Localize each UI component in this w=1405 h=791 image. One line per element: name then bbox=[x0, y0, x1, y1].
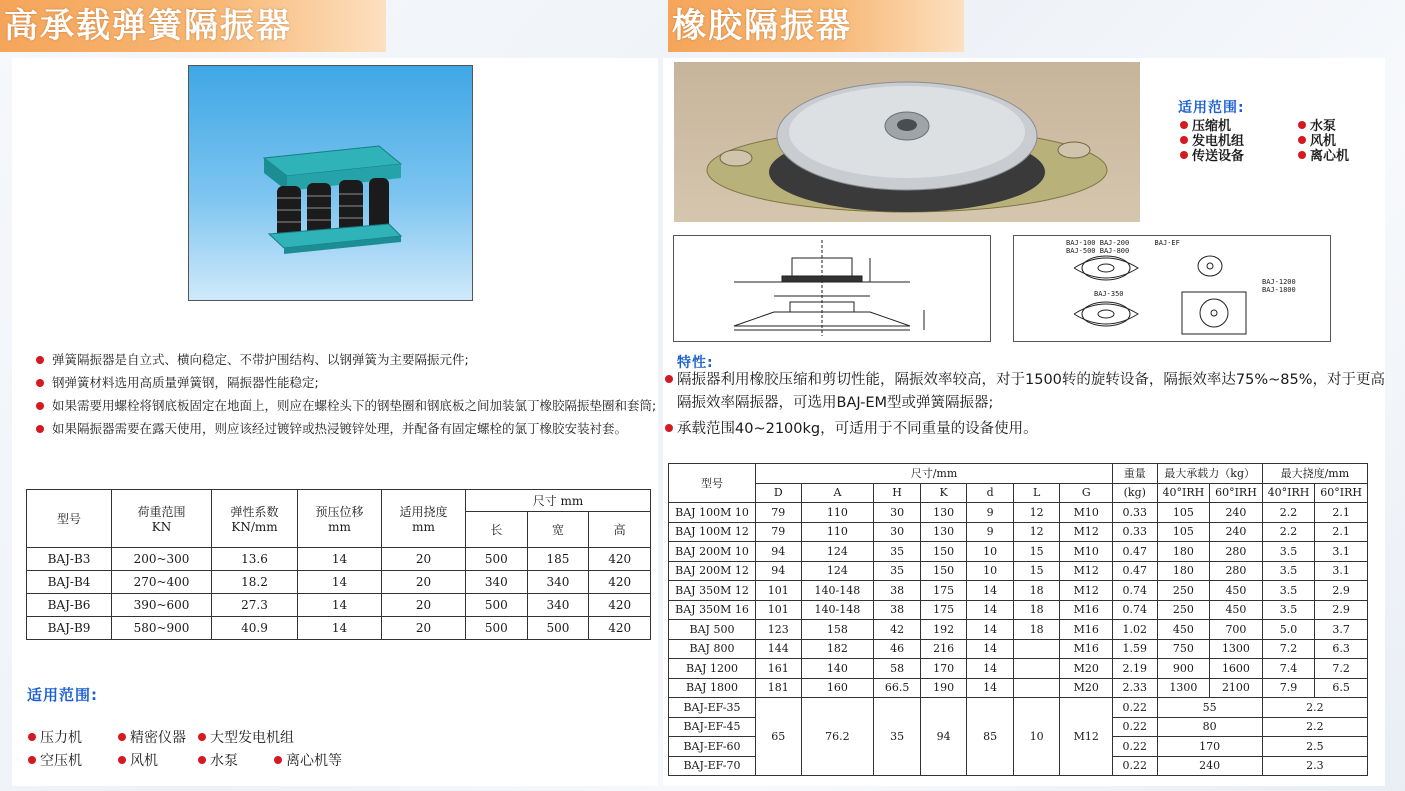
table-cell: 1300 bbox=[1210, 639, 1263, 659]
table-cell bbox=[1013, 639, 1060, 659]
table-cell: 20 bbox=[382, 594, 466, 617]
table-cell: 240 bbox=[1157, 756, 1262, 776]
col-width: 宽 bbox=[527, 512, 589, 548]
table-cell: 216 bbox=[920, 639, 967, 659]
table-cell: 7.4 bbox=[1262, 659, 1315, 679]
table-cell: 15 bbox=[1013, 561, 1060, 581]
table-cell: 2.2 bbox=[1262, 698, 1367, 718]
table-cell: M20 bbox=[1060, 678, 1113, 698]
table-cell: 20 bbox=[382, 548, 466, 571]
table-row bbox=[669, 561, 1368, 581]
table-cell: 340 bbox=[466, 571, 528, 594]
table-cell: 94 bbox=[755, 561, 801, 581]
table-cell: 175 bbox=[920, 581, 967, 601]
table-cell: 420 bbox=[589, 617, 651, 640]
table-cell: 6.5 bbox=[1315, 678, 1368, 698]
table-cell: 18 bbox=[1013, 581, 1060, 601]
col-maxdefl: 最大挠度/mm bbox=[1262, 464, 1367, 484]
table-cell: BAJ-EF-60 bbox=[669, 737, 756, 757]
table-cell: 35 bbox=[874, 561, 921, 581]
table-cell: 2.9 bbox=[1315, 600, 1368, 620]
table-cell: 0.33 bbox=[1113, 503, 1158, 523]
scope-item: 水泵 bbox=[210, 753, 238, 769]
col-load: 荷重范围 KN bbox=[112, 490, 212, 548]
table-cell: 0.22 bbox=[1113, 756, 1158, 776]
technical-drawing-side bbox=[673, 235, 991, 342]
table-cell: 340 bbox=[527, 571, 589, 594]
col-height: 高 bbox=[589, 512, 651, 548]
table-cell: BAJ-EF-70 bbox=[669, 756, 756, 776]
scope-item: 压力机 bbox=[40, 730, 82, 746]
table-cell: 124 bbox=[801, 542, 874, 562]
table-cell: 0.22 bbox=[1113, 737, 1158, 757]
table-cell: 2.2 bbox=[1262, 503, 1315, 523]
rubber-feature-list bbox=[663, 369, 1385, 444]
table-cell: 65 bbox=[755, 698, 801, 776]
col-size: 尺寸 mm bbox=[466, 490, 651, 512]
spring-spec-table bbox=[26, 489, 651, 640]
table-cell: 5.0 bbox=[1262, 620, 1315, 640]
table-cell: 500 bbox=[466, 594, 528, 617]
scope-item: 空压机 bbox=[40, 753, 82, 769]
table-cell: 35 bbox=[874, 542, 921, 562]
rubber-isolator-photo bbox=[674, 62, 1140, 222]
left-title-banner bbox=[0, 0, 386, 52]
table-cell: 240 bbox=[1210, 503, 1263, 523]
table-cell: 181 bbox=[755, 678, 801, 698]
col-maxload: 最大承载力（kg） bbox=[1157, 464, 1262, 484]
table-cell: 0.22 bbox=[1113, 717, 1158, 737]
table-cell: 170 bbox=[920, 659, 967, 679]
table-cell: 250 bbox=[1157, 600, 1210, 620]
table-cell: 76.2 bbox=[801, 698, 874, 776]
table-cell: 18 bbox=[1013, 600, 1060, 620]
col-precompress: 预压位移 mm bbox=[298, 490, 382, 548]
table-cell: BAJ 500 bbox=[669, 620, 756, 640]
table-cell: 2.5 bbox=[1262, 737, 1367, 757]
right-title-banner bbox=[668, 0, 964, 52]
table-cell: 30 bbox=[874, 522, 921, 542]
table-row bbox=[669, 620, 1368, 640]
table-cell: M12 bbox=[1060, 561, 1113, 581]
table-cell: 94 bbox=[755, 542, 801, 562]
table-cell: 3.5 bbox=[1262, 600, 1315, 620]
scope-item: 离心机 bbox=[1310, 149, 1350, 164]
table-cell: M10 bbox=[1060, 503, 1113, 523]
spring-feature-list bbox=[34, 350, 658, 442]
table-row bbox=[669, 581, 1368, 601]
table-cell: 192 bbox=[920, 620, 967, 640]
rubber-spec-table bbox=[668, 463, 1368, 776]
table-cell: 0.33 bbox=[1113, 522, 1158, 542]
table-cell: M16 bbox=[1060, 620, 1113, 640]
scope-item: 水泵 bbox=[1310, 119, 1337, 134]
table-cell: 101 bbox=[755, 600, 801, 620]
table-cell: BAJ-B3 bbox=[27, 548, 112, 571]
table-cell: 105 bbox=[1157, 503, 1210, 523]
table-cell: 14 bbox=[298, 571, 382, 594]
table-cell: 150 bbox=[920, 561, 967, 581]
table-cell: M12 bbox=[1060, 522, 1113, 542]
table-cell: 80 bbox=[1157, 717, 1262, 737]
table-cell: 12 bbox=[1013, 503, 1060, 523]
table-cell: 27.3 bbox=[212, 594, 298, 617]
table-row bbox=[669, 542, 1368, 562]
table-cell: BAJ 100M 10 bbox=[669, 503, 756, 523]
spring-feature-1: 弹簧隔振器是自立式、横向稳定、不带护围结构、以钢弹簧为主要隔振元件; bbox=[34, 350, 658, 370]
table-cell: 79 bbox=[755, 503, 801, 523]
table-cell: 124 bbox=[801, 561, 874, 581]
table-cell: 10 bbox=[967, 542, 1014, 562]
table-row bbox=[669, 503, 1368, 523]
right-title: 橡胶隔振器 bbox=[672, 6, 852, 46]
table-cell: BAJ-EF-35 bbox=[669, 698, 756, 718]
table-cell: 200~300 bbox=[112, 548, 212, 571]
table-row bbox=[27, 617, 651, 640]
table-cell: 185 bbox=[527, 548, 589, 571]
table-cell: 14 bbox=[967, 620, 1014, 640]
table-cell: 7.9 bbox=[1262, 678, 1315, 698]
table-cell: M16 bbox=[1060, 639, 1113, 659]
table-cell: 2.33 bbox=[1113, 678, 1158, 698]
table-cell: 390~600 bbox=[112, 594, 212, 617]
table-cell: 182 bbox=[801, 639, 874, 659]
table-cell: 150 bbox=[920, 542, 967, 562]
table-cell: 14 bbox=[967, 639, 1014, 659]
table-cell: 1600 bbox=[1210, 659, 1263, 679]
col-model: 型号 bbox=[27, 490, 112, 548]
table-cell: 105 bbox=[1157, 522, 1210, 542]
features-title: 特性: bbox=[677, 355, 714, 371]
table-cell: 1.02 bbox=[1113, 620, 1158, 640]
table-cell: 1.59 bbox=[1113, 639, 1158, 659]
table-cell: 0.74 bbox=[1113, 581, 1158, 601]
table-cell: 66.5 bbox=[874, 678, 921, 698]
table-cell: 18 bbox=[1013, 620, 1060, 640]
table-cell: 450 bbox=[1210, 600, 1263, 620]
table-cell: 6.3 bbox=[1315, 639, 1368, 659]
table-cell: 13.6 bbox=[212, 548, 298, 571]
table-cell: 580~900 bbox=[112, 617, 212, 640]
table-cell: 420 bbox=[589, 548, 651, 571]
table-cell: 160 bbox=[801, 678, 874, 698]
spring-feature-3: 如果需要用螺栓将钢底板固定在地面上，则应在螺栓头下的钢垫圈和钢底板之间加装氯丁橡胶隔振垫圈和套筒; bbox=[34, 396, 658, 416]
table-cell: 110 bbox=[801, 522, 874, 542]
scope-item: 发电机组 bbox=[1192, 134, 1245, 149]
table-row bbox=[669, 600, 1368, 620]
table-cell: BAJ 1200 bbox=[669, 659, 756, 679]
table-cell: BAJ 800 bbox=[669, 639, 756, 659]
table-cell: BAJ 1800 bbox=[669, 678, 756, 698]
table-row bbox=[669, 678, 1368, 698]
table-cell: 14 bbox=[298, 617, 382, 640]
table-cell: 130 bbox=[920, 503, 967, 523]
table-cell: 2.1 bbox=[1315, 503, 1368, 523]
table-row bbox=[27, 548, 651, 571]
table-header-row bbox=[27, 490, 651, 512]
table-cell: 750 bbox=[1157, 639, 1210, 659]
table-cell: 240 bbox=[1210, 522, 1263, 542]
table-cell: 10 bbox=[967, 561, 1014, 581]
table-cell: 180 bbox=[1157, 561, 1210, 581]
table-cell: 35 bbox=[874, 698, 921, 776]
table-cell: 144 bbox=[755, 639, 801, 659]
table-cell: 7.2 bbox=[1262, 639, 1315, 659]
table-cell: 10 bbox=[1013, 698, 1060, 776]
table-cell: 158 bbox=[801, 620, 874, 640]
table-cell: 12 bbox=[1013, 522, 1060, 542]
table-header-row bbox=[669, 464, 1368, 484]
table-cell: 0.74 bbox=[1113, 600, 1158, 620]
table-cell: 2.2 bbox=[1262, 717, 1367, 737]
table-cell: 38 bbox=[874, 600, 921, 620]
rubber-feature-1: 隔振器利用橡胶压缩和剪切性能，隔振效率较高，对于1500转的旋转设备，隔振效率达75%~85%，对于更高隔振效率隔振器，可选用BAJ-EM型或弹簧隔振器; bbox=[663, 369, 1385, 415]
table-cell: 3.1 bbox=[1315, 561, 1368, 581]
table-row bbox=[669, 522, 1368, 542]
table-cell: 85 bbox=[967, 698, 1014, 776]
table-cell: 2.9 bbox=[1315, 581, 1368, 601]
table-cell: M20 bbox=[1060, 659, 1113, 679]
table-cell: M12 bbox=[1060, 581, 1113, 601]
table-cell: BAJ-B9 bbox=[27, 617, 112, 640]
table-row bbox=[27, 594, 651, 617]
table-cell: 0.47 bbox=[1113, 561, 1158, 581]
table-cell: 2.19 bbox=[1113, 659, 1158, 679]
table-row bbox=[27, 571, 651, 594]
table-cell: 9 bbox=[967, 503, 1014, 523]
table-cell: 58 bbox=[874, 659, 921, 679]
table-cell: 0.47 bbox=[1113, 542, 1158, 562]
table-cell: 15 bbox=[1013, 542, 1060, 562]
table-cell: 42 bbox=[874, 620, 921, 640]
table-cell: 3.5 bbox=[1262, 581, 1315, 601]
scope-item: 风机 bbox=[1310, 134, 1337, 149]
left-title: 高承载弹簧隔振器 bbox=[4, 6, 292, 46]
table-cell: 130 bbox=[920, 522, 967, 542]
table-cell: 170 bbox=[1157, 737, 1262, 757]
table-cell: 14 bbox=[967, 678, 1014, 698]
table-cell: 18.2 bbox=[212, 571, 298, 594]
table-cell: 9 bbox=[967, 522, 1014, 542]
table-cell: 46 bbox=[874, 639, 921, 659]
scope-item: 传送设备 bbox=[1192, 149, 1245, 164]
table-cell: 450 bbox=[1157, 620, 1210, 640]
col-weight: 重量 bbox=[1113, 464, 1158, 484]
col-length: 长 bbox=[466, 512, 528, 548]
table-cell: 280 bbox=[1210, 542, 1263, 562]
table-subheader-row: D A H K d L G (kg) 40°IRH 60°IRH 40°IRH 60°IRH bbox=[669, 483, 1368, 503]
table-cell: BAJ 100M 12 bbox=[669, 522, 756, 542]
table-cell: M10 bbox=[1060, 542, 1113, 562]
table-cell: 2.2 bbox=[1262, 522, 1315, 542]
col-deflection: 适用挠度 mm bbox=[382, 490, 466, 548]
table-cell: BAJ 350M 12 bbox=[669, 581, 756, 601]
table-cell: 79 bbox=[755, 522, 801, 542]
table-cell: 900 bbox=[1157, 659, 1210, 679]
table-cell: 3.7 bbox=[1315, 620, 1368, 640]
technical-drawing-top: BAJ-100 BAJ-200 BAJ-EF BAJ-500 BAJ-800 BAJ-1200 BAJ-1800 BAJ-350 bbox=[1013, 235, 1331, 342]
right-scope-title: 适用范围: bbox=[1178, 100, 1245, 116]
table-cell: 340 bbox=[527, 594, 589, 617]
table-cell: 55 bbox=[1157, 698, 1262, 718]
col-size: 尺寸/mm bbox=[755, 464, 1112, 484]
table-cell: 180 bbox=[1157, 542, 1210, 562]
table-cell: 14 bbox=[298, 594, 382, 617]
table-cell: 94 bbox=[920, 698, 967, 776]
table-cell: 3.5 bbox=[1262, 542, 1315, 562]
table-cell: 700 bbox=[1210, 620, 1263, 640]
table-cell: 0.22 bbox=[1113, 698, 1158, 718]
table-cell: 140-148 bbox=[801, 581, 874, 601]
table-cell: BAJ 350M 16 bbox=[669, 600, 756, 620]
scope-item: 大型发电机组 bbox=[210, 730, 294, 746]
table-cell: 140-148 bbox=[801, 600, 874, 620]
table-cell: 420 bbox=[589, 594, 651, 617]
table-cell: 2.3 bbox=[1262, 756, 1367, 776]
table-cell: 161 bbox=[755, 659, 801, 679]
scope-item: 精密仪器 bbox=[130, 730, 186, 746]
table-cell: BAJ-EF-45 bbox=[669, 717, 756, 737]
rubber-feature-2: 承载范围40~2100kg，可适用于不同重量的设备使用。 bbox=[663, 418, 1385, 441]
table-cell: 450 bbox=[1210, 581, 1263, 601]
col-model: 型号 bbox=[669, 464, 756, 503]
table-cell: 190 bbox=[920, 678, 967, 698]
table-cell: 2100 bbox=[1210, 678, 1263, 698]
table-cell: 30 bbox=[874, 503, 921, 523]
table-cell: 14 bbox=[967, 581, 1014, 601]
table-cell: M16 bbox=[1060, 600, 1113, 620]
table-cell: M12 bbox=[1060, 698, 1113, 776]
col-stiffness: 弹性系数 KN/mm bbox=[212, 490, 298, 548]
table-cell: 1300 bbox=[1157, 678, 1210, 698]
table-cell: 2.1 bbox=[1315, 522, 1368, 542]
table-cell: 500 bbox=[466, 548, 528, 571]
scope-item: 风机 bbox=[130, 753, 158, 769]
table-cell: BAJ-B4 bbox=[27, 571, 112, 594]
table-cell: 110 bbox=[801, 503, 874, 523]
spring-isolator-photo bbox=[188, 65, 473, 301]
table-cell: 3.1 bbox=[1315, 542, 1368, 562]
table-cell: 3.5 bbox=[1262, 561, 1315, 581]
table-cell: 14 bbox=[967, 659, 1014, 679]
table-cell: 14 bbox=[298, 548, 382, 571]
table-row bbox=[669, 639, 1368, 659]
table-row bbox=[669, 698, 1368, 718]
table-cell: 123 bbox=[755, 620, 801, 640]
table-cell: 500 bbox=[527, 617, 589, 640]
table-cell: 280 bbox=[1210, 561, 1263, 581]
table-cell: 20 bbox=[382, 571, 466, 594]
scope-item: 离心机等 bbox=[286, 753, 342, 769]
table-cell: 7.2 bbox=[1315, 659, 1368, 679]
table-cell bbox=[1013, 678, 1060, 698]
table-cell: BAJ 200M 10 bbox=[669, 542, 756, 562]
table-cell: 40.9 bbox=[212, 617, 298, 640]
table-cell: 20 bbox=[382, 617, 466, 640]
spring-feature-2: 钢弹簧材料选用高质量弹簧钢，隔振器性能稳定; bbox=[34, 373, 658, 393]
spring-feature-4: 如果隔振器需要在露天使用，则应该经过镀锌或热浸镀锌处理，并配备有固定螺栓的氯丁橡胶安装衬套。 bbox=[34, 419, 658, 439]
table-cell: 140 bbox=[801, 659, 874, 679]
table-cell: 14 bbox=[967, 600, 1014, 620]
left-scope-title: 适用范围: bbox=[27, 686, 98, 704]
table-row bbox=[669, 659, 1368, 679]
table-cell bbox=[1013, 659, 1060, 679]
table-cell: 270~400 bbox=[112, 571, 212, 594]
table-cell: 500 bbox=[466, 617, 528, 640]
table-cell: 101 bbox=[755, 581, 801, 601]
table-cell: 38 bbox=[874, 581, 921, 601]
table-cell: BAJ-B6 bbox=[27, 594, 112, 617]
table-cell: BAJ 200M 12 bbox=[669, 561, 756, 581]
table-cell: 250 bbox=[1157, 581, 1210, 601]
table-cell: 420 bbox=[589, 571, 651, 594]
scope-item: 压缩机 bbox=[1192, 119, 1232, 134]
table-cell: 175 bbox=[920, 600, 967, 620]
